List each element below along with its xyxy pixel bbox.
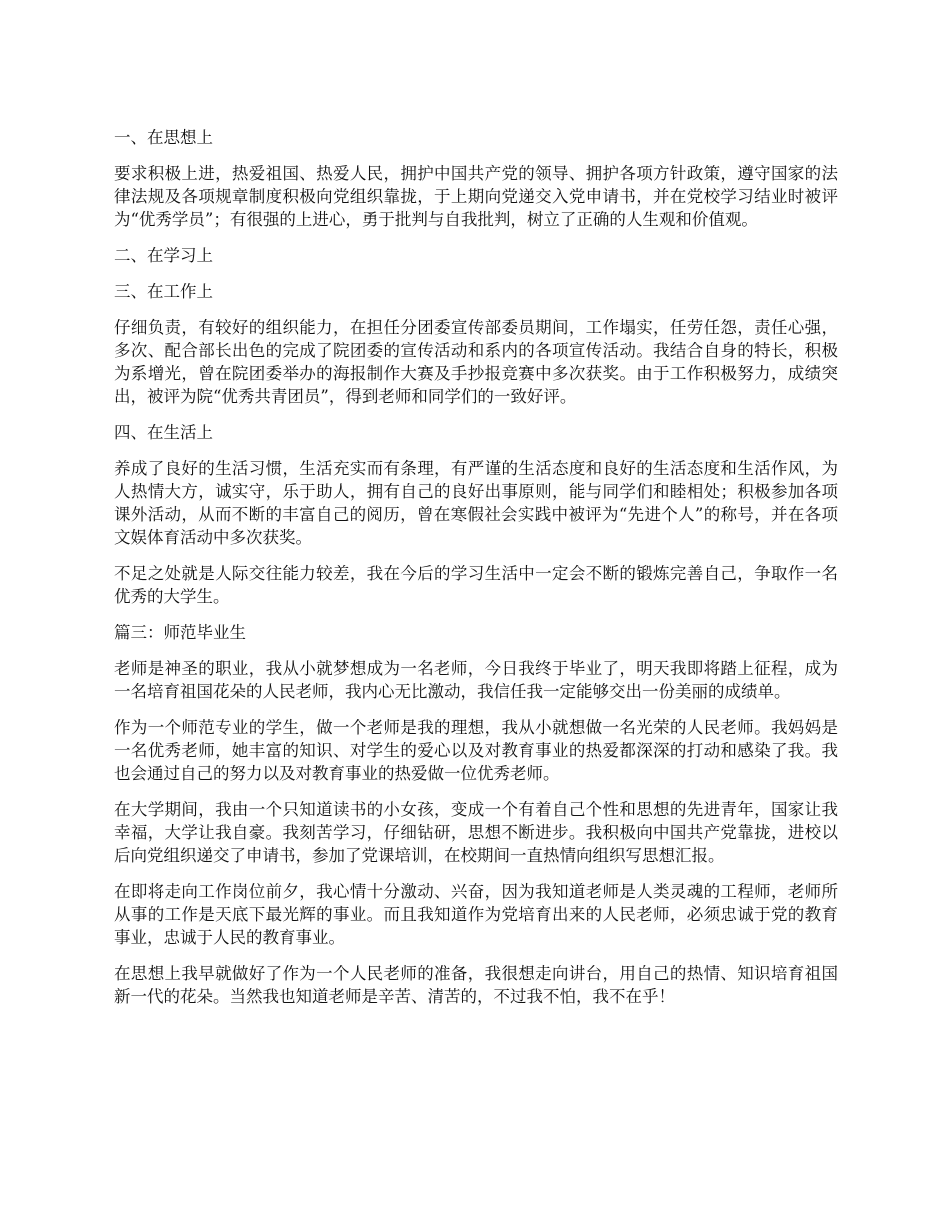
- paragraph-readiness: 在思想上我早就做好了作为一个人民老师的准备，我很想走向讲台，用自己的热情、知识培育祖国新一代的花朵。当然我也知道老师是辛苦、清苦的，不过我不怕，我不在乎！: [114, 964, 838, 1006]
- paragraph-work: 仔细负责，有较好的组织能力，在担任分团委宣传部委员期间，工作塌实，任劳任怨，责任心强，多次、配合部长出色的完成了院团委的宣传活动和系内的各项宣传活动。我结合自身的特长，积极为系增光，曾在院团委举办的海报制作大赛及手抄报竞赛中多次获奖。由于工作积极努力，成绩突出，被评为院“优秀共青团员”，得到老师和同学们的一致好评。: [114, 318, 838, 406]
- paragraph-thought: 要求积极上进，热爱祖国、热爱人民，拥护中国共产党的领导、拥护各项方针政策，遵守国家的法律法规及各项规章制度积极向党组织靠拢，于上期向党递交入党申请书，并在党校学习结业时被评为“优秀学员”；有很强的上进心，勇于批判与自我批判，树立了正确的人生观和价值观。: [114, 164, 838, 229]
- document-page: [114, 126, 838, 1021]
- paragraph-teacher-ideal: 作为一个师范专业的学生，做一个老师是我的理想，我从小就想做一名光荣的人民老师。我妈妈是一名优秀老师，她丰富的知识、对学生的爱心以及对教育事业的热爱都深深的打动和感染了我。我也会通过自己的努力以及对教育事业的热爱做一位优秀老师。: [114, 718, 838, 783]
- paragraph-teacher-dream: 老师是神圣的职业，我从小就梦想成为一名老师，今日我终于毕业了，明天我即将踏上征程，成为一名培育祖国花朵的人民老师，我内心无比激动，我信任我一定能够交出一份美丽的成绩单。: [114, 659, 838, 701]
- paragraph-before-work: 在即将走向工作岗位前夕，我心情十分激动、兴奋，因为我知道老师是人类灵魂的工程师，老师所从事的工作是天底下最光辉的事业。而且我知道作为党培育出来的人民老师，必须忠诚于党的教育事业，忠诚于人民的教育事业。: [114, 882, 838, 947]
- section-heading-study: 二、在学习上: [114, 246, 213, 265]
- chapter-heading-part3: 篇三：师范毕业生: [114, 623, 246, 642]
- section-heading-life: 四、在生活上: [114, 423, 213, 442]
- paragraph-shortcomings: 不足之处就是人际交往能力较差，我在今后的学习生活中一定会不断的锻炼完善自己，争取作一名优秀的大学生。: [114, 564, 838, 606]
- paragraph-university: 在大学期间，我由一个只知道读书的小女孩，变成一个有着自己个性和思想的先进青年，国家让我幸福，大学让我自豪。我刻苦学习，仔细钻研，思想不断进步。我积极向中国共产党靠拢，进校以后向党组织递交了申请书，参加了党课培训，在校期间一直热情向组织写思想汇报。: [114, 800, 838, 865]
- paragraph-life: 养成了良好的生活习惯，生活充实而有条理，有严谨的生活态度和良好的生活态度和生活作风，为人热情大方，诚实守，乐于助人，拥有自己的良好出事原则，能与同学们和睦相处；积极参加各项课外活动，从而不断的丰富自己的阅历，曾在寒假社会实践中被评为“先进个人”的称号，并在各项文娱体育活动中多次获奖。: [114, 459, 838, 547]
- section-heading-thought: 一、在思想上: [114, 128, 213, 147]
- section-heading-work: 三、在工作上: [114, 282, 213, 301]
